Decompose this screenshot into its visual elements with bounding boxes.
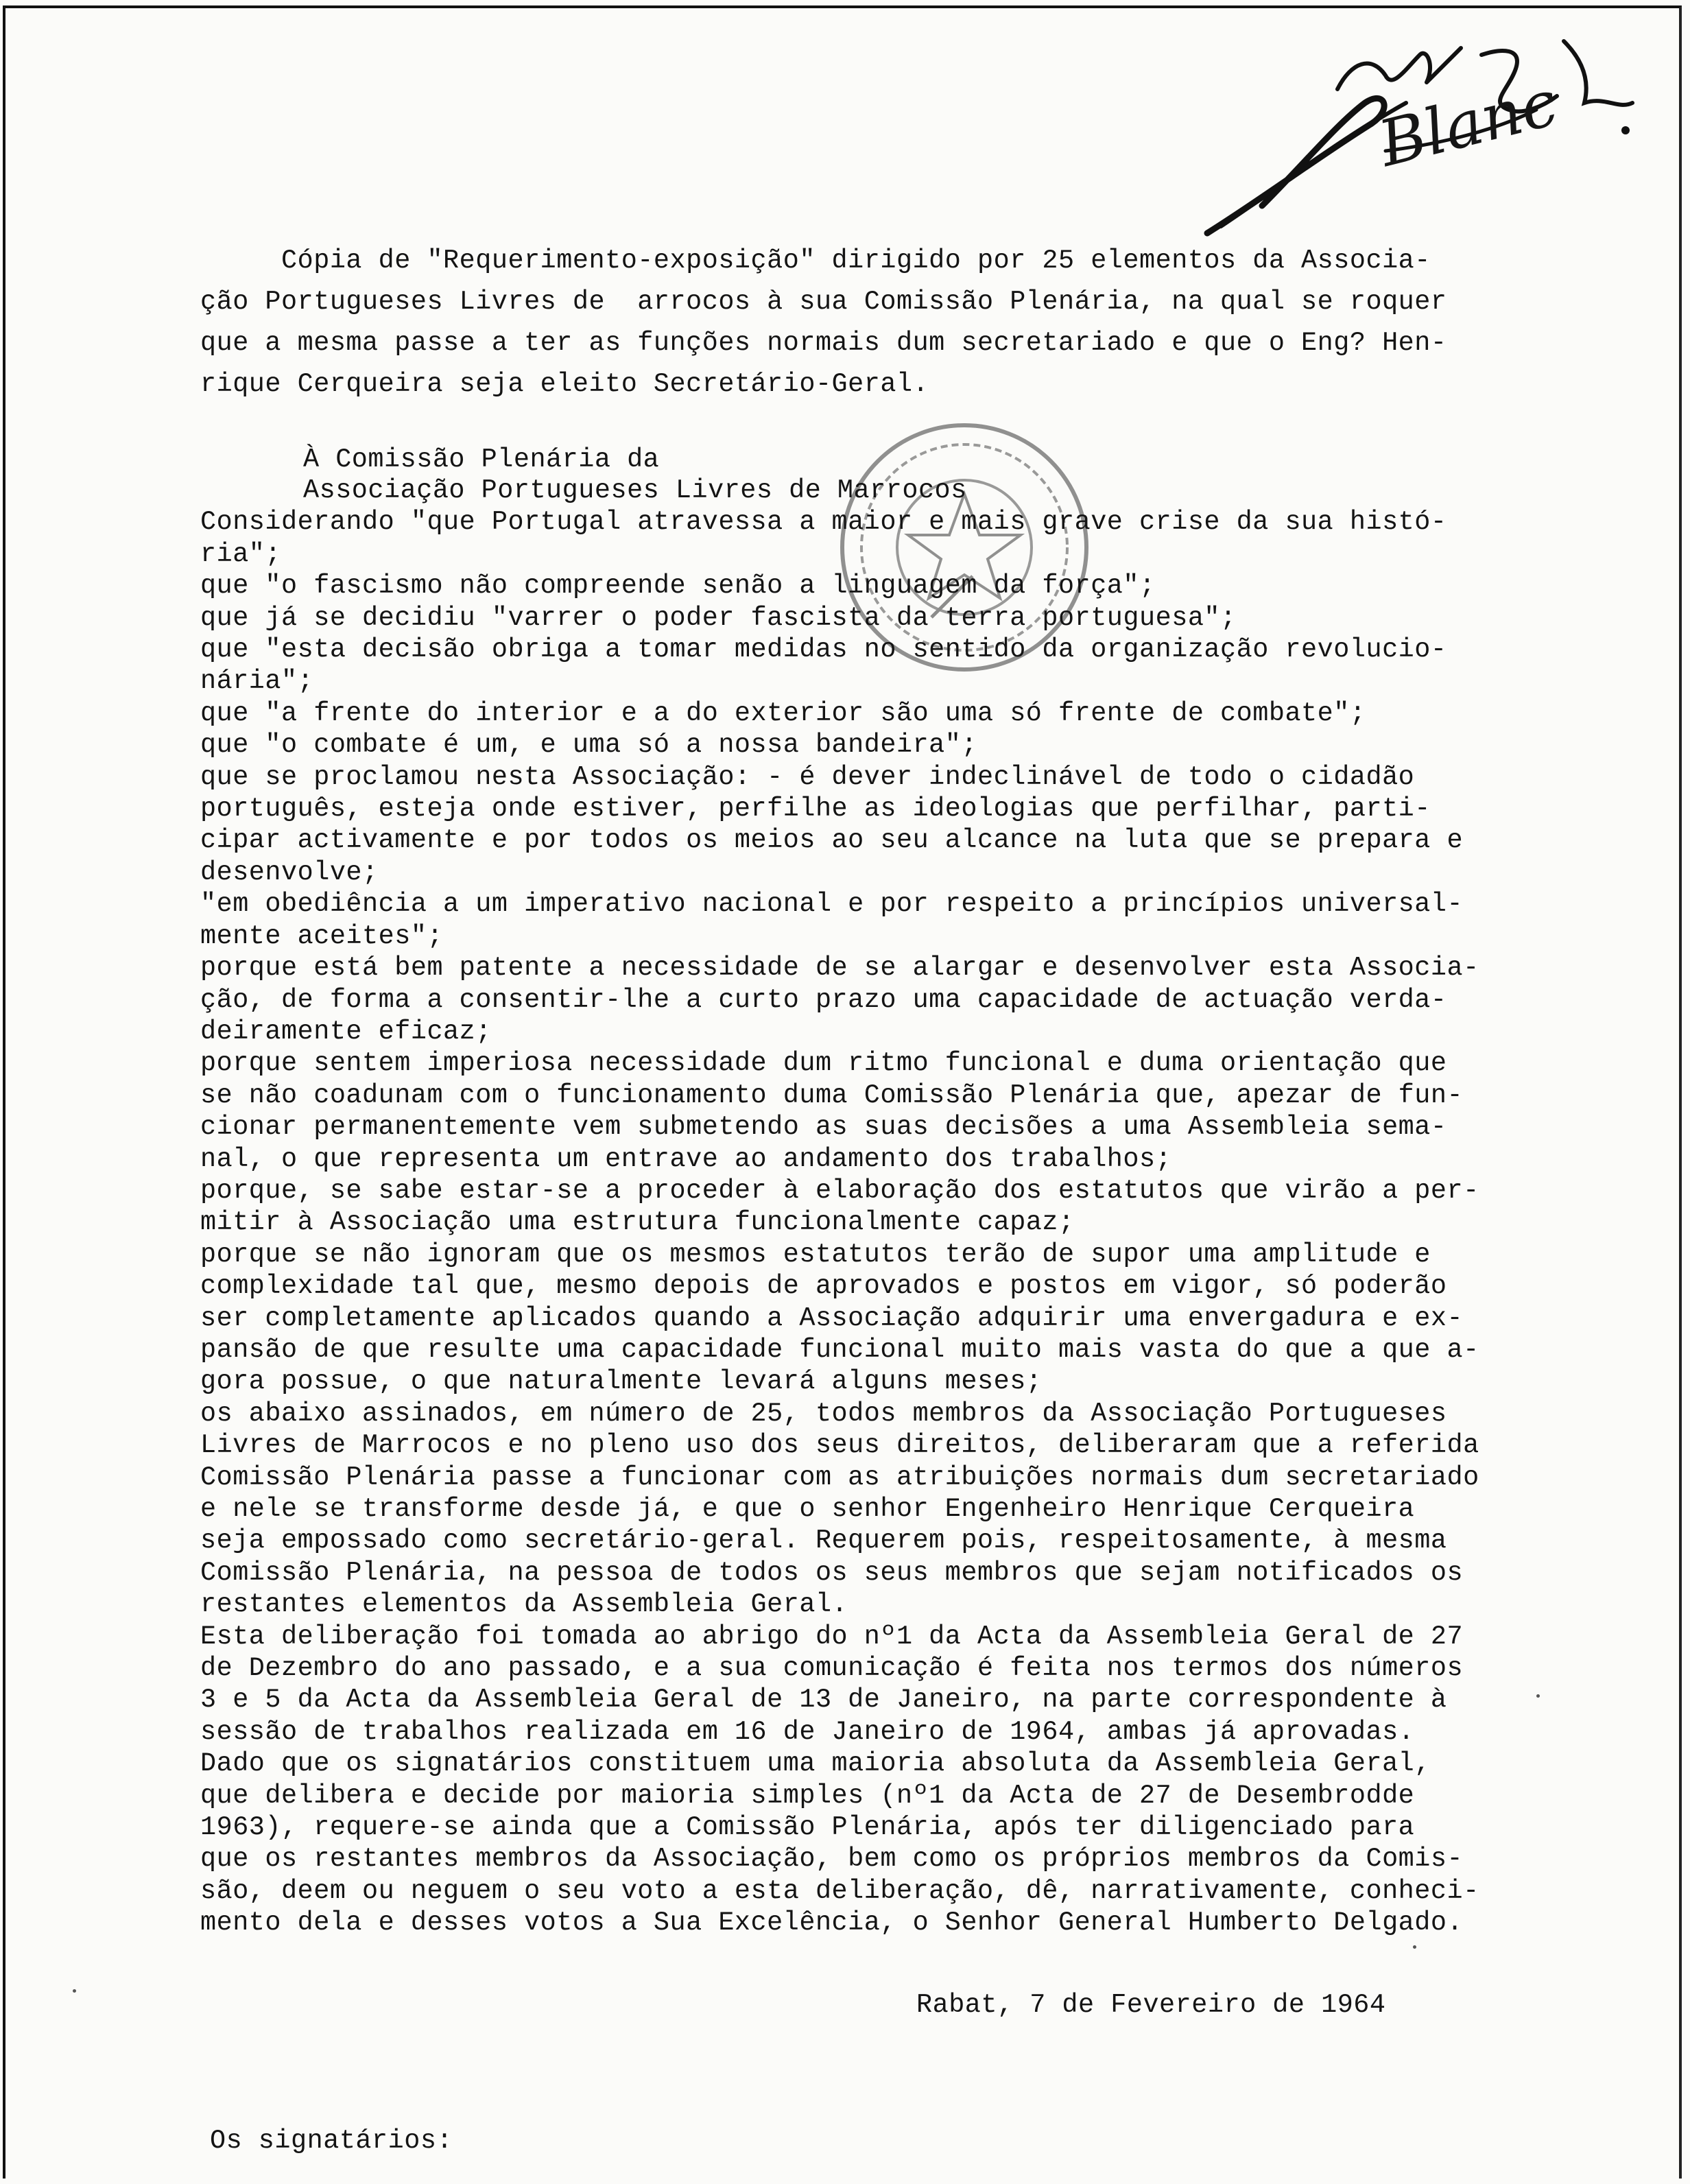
intro-line: que a mesma passe a ter as funções normais dum secretariado e que o Eng? Hen- (200, 328, 1447, 358)
body-line: Comissão Plenária, na pessoa de todos os seus membros que sejam notificados os (200, 1557, 1464, 1588)
body-line: que "o combate é um, e uma só a nossa bandeira"; (200, 730, 977, 761)
body-line: se não coadunam com o funcionamento duma Comissão Plenária que, apezar de fun- (200, 1080, 1464, 1111)
body-line: "em obediência a um imperativo nacional e por respeito a princípios universal- (200, 889, 1464, 920)
intro-line: ção Portugueses Livres de arrocos à sua Comissão Plenária, na qual se roquer (200, 287, 1447, 317)
body-line: porque está bem patente a necessidade de se alargar e desenvolver esta Associa- (200, 953, 1479, 984)
body-line: de Dezembro do ano passado, e a sua comunicação é feita nos termos dos números (200, 1653, 1464, 1684)
body-line: cionar permanentemente vem submetendo as suas decisões a uma Assembleia sema- (200, 1112, 1447, 1143)
body-line: ser completamente aplicados quando a Associação adquirir uma envergadura e ex- (200, 1303, 1464, 1333)
body-line: 3 e 5 da Acta da Assembleia Geral de 13 de Janeiro, na parte correspondente à (200, 1685, 1447, 1716)
body-text (200, 475, 1479, 1939)
date-line: Rabat, 7 de Fevereiro de 1964 (916, 1990, 1386, 2020)
body-line: português, esteja onde estiver, perfilhe as ideologias que perfilhar, parti- (200, 794, 1431, 824)
signatories-label: Os signatários: (210, 2126, 453, 2156)
body-line: complexidade tal que, mesmo depois de aprovados e postos em vigor, só poderão (200, 1271, 1447, 1302)
body-line: sessão de trabalhos realizada em 16 de Janeiro de 1964, ambas já aprovadas. (200, 1716, 1415, 1747)
body-line: gora possue, o que naturalmente levará alguns meses; (200, 1366, 1043, 1397)
body-line: que já se decidiu "varrer o poder fascista da terra portuguesa"; (200, 602, 1237, 633)
body-line: que "esta decisão obriga a tomar medidas no sentido da organização revolucio- (200, 634, 1447, 665)
paper-speck (1413, 1945, 1416, 1949)
body-line: mitir à Associação uma estrutura funcionalmente capaz; (200, 1207, 1075, 1238)
body-line: mento dela e desses votos a Sua Excelência, o Senhor General Humberto Delgado. (200, 1908, 1464, 1938)
body-line: os abaixo assinados, em número de 25, todos membros da Associação Portugueses (200, 1398, 1447, 1429)
body-line: seja empossado como secretário-geral. Requerem pois, respeitosamente, à mesma (200, 1526, 1447, 1556)
body-line: que os restantes membros da Associação, bem como os próprios membros da Comis- (200, 1844, 1464, 1875)
body-line: pansão de que resulte uma capacidade funcional muito mais vasta do que a que a- (200, 1334, 1479, 1365)
addressee-line: À Comissão Plenária da (303, 444, 660, 475)
body-line: ria"; (200, 538, 282, 569)
paper-speck (73, 1989, 76, 1993)
body-line: Livres de Marrocos e no pleno uso dos seus direitos, deliberaram que a referida (200, 1430, 1479, 1461)
body-line: nária"; (200, 666, 314, 697)
body-line: nal, o que representa um entrave ao andamento dos trabalhos; (200, 1143, 1172, 1174)
body-line: ção, de forma a consentir-lhe a curto prazo uma capacidade de actuação verda- (200, 984, 1447, 1015)
addressee-block (303, 439, 659, 480)
body-line: desenvolve; (200, 857, 379, 888)
intro-paragraph (200, 240, 1447, 405)
body-line: são, deem ou neguem o seu voto a esta deliberação, dê, narrativamente, conheci- (200, 1875, 1479, 1906)
body-line: que "o fascismo não compreende senão a linguagem da força"; (200, 571, 1156, 602)
body-line: porque sentem imperiosa necessidade dum ritmo funcional e duma orientação que (200, 1048, 1447, 1079)
handwritten-annotation: Blanc (1372, 66, 1564, 181)
body-line: 1963), requere-se ainda que a Comissão Plenária, após ter diligenciado para (200, 1812, 1415, 1843)
body-line: restantes elementos da Assembleia Geral. (200, 1589, 848, 1620)
body-line: Considerando "que Portugal atravessa a maior e mais grave crise da sua histó- (200, 507, 1447, 538)
body-line: deiramente eficaz; (200, 1016, 492, 1047)
paper-speck (1536, 1694, 1540, 1698)
body-line: porque, se sabe estar-se a proceder à elaboração dos estatutos que virão a per- (200, 1175, 1479, 1206)
intro-line: Cópia de "Requerimento-exposição" dirigido por 25 elementos da Associa- (200, 246, 1431, 276)
body-line: que delibera e decide por maioria simples (nº1 da Acta de 27 de Desembrodde (200, 1780, 1415, 1811)
body-line: Dado que os signatários constituem uma maioria absoluta da Assembleia Geral, (200, 1748, 1431, 1779)
body-line: mente aceites"; (200, 921, 444, 951)
body-line: Esta deliberação foi tomada ao abrigo do nº1 da Acta da Assembleia Geral de 27 (200, 1621, 1464, 1652)
body-line: e nele se transforme desde já, e que o senhor Engenheiro Henrique Cerqueira (200, 1494, 1415, 1524)
intro-line: rique Cerqueira seja eleito Secretário-Geral. (200, 369, 929, 399)
body-line: porque se não ignoram que os mesmos estatutos terão de supor uma amplitude e (200, 1239, 1431, 1270)
body-line: que "a frente do interior e a do exterior são uma só frente de combate"; (200, 698, 1366, 728)
body-line: que se proclamou nesta Associação: - é dever indeclinável de todo o cidadão (200, 761, 1415, 792)
addressee-line: Associação Portugueses Livres de Marrocos (303, 475, 967, 506)
body-line: cipar activamente e por todos os meios ao seu alcance na luta que se prepara e (200, 825, 1464, 856)
body-line: Comissão Plenária passe a funcionar com as atribuições normais dum secretariado (200, 1462, 1479, 1493)
